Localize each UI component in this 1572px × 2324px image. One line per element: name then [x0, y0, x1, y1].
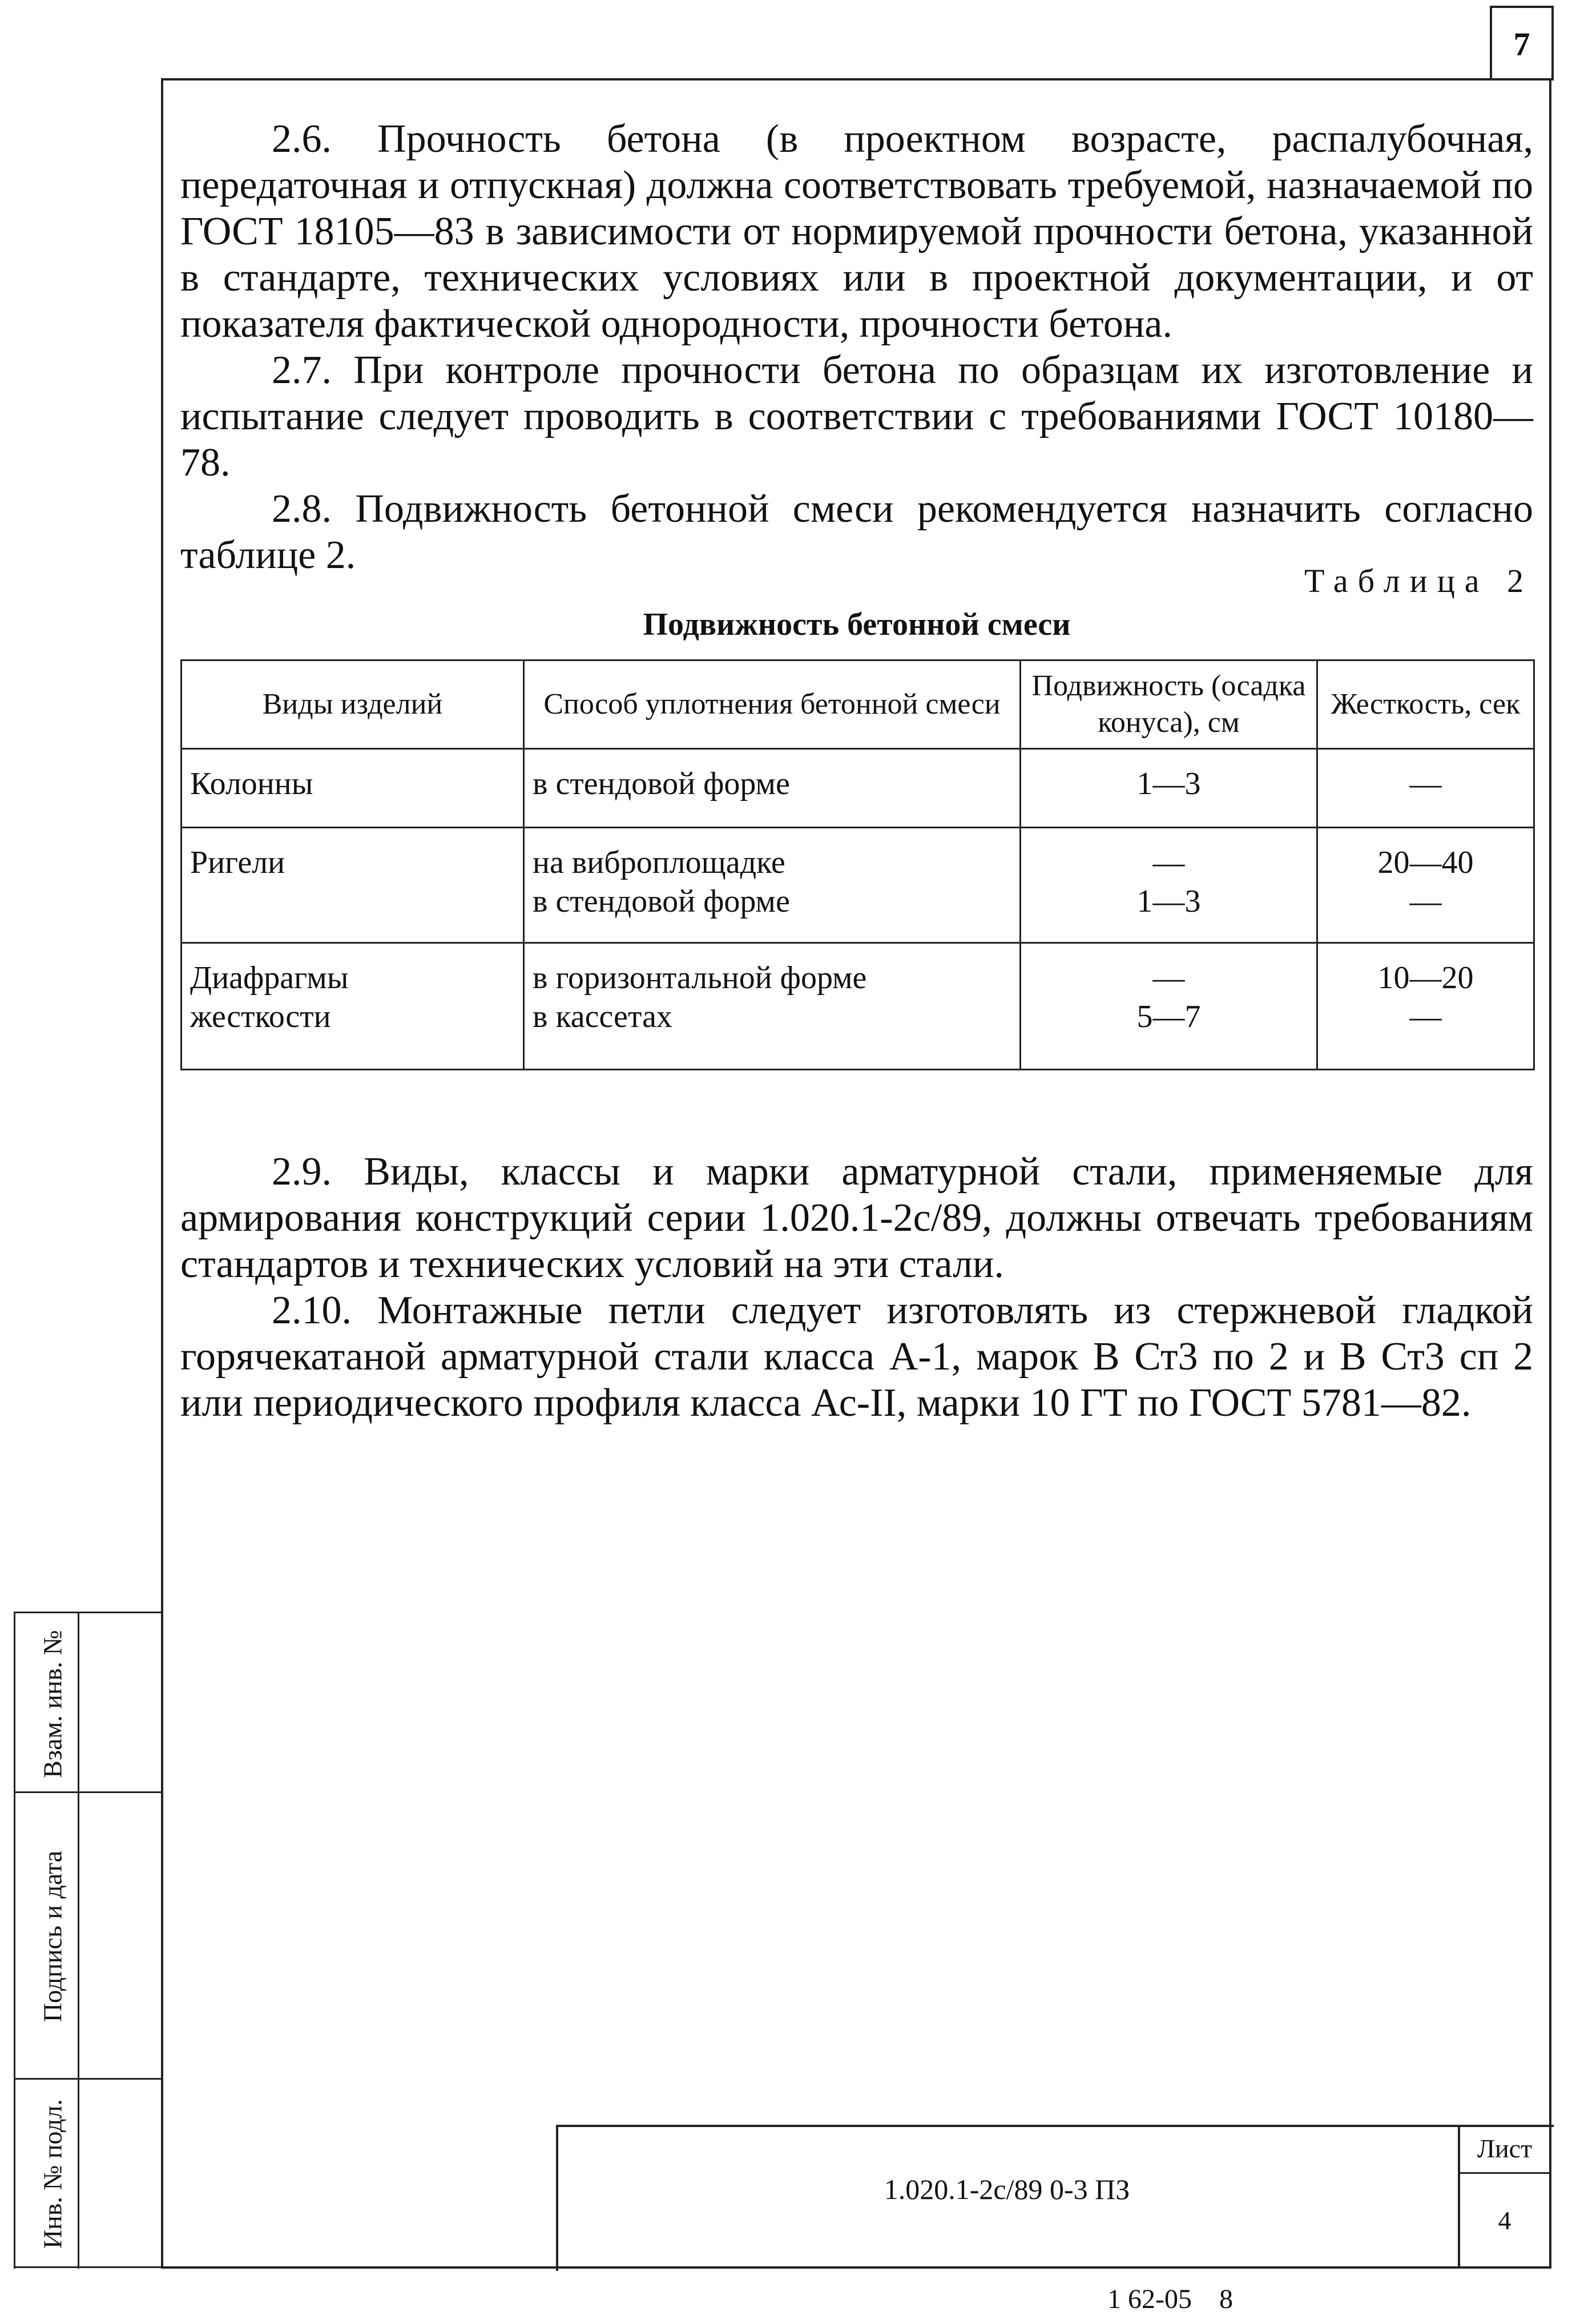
- label-replacement-inv-no: Взам. инв. №: [38, 1630, 67, 1778]
- label-original-inv-no: Инв. № подл.: [38, 2099, 67, 2249]
- table-header-row: [182, 660, 1534, 749]
- header-compaction-method: Способ уплотнения бетонной смеси: [524, 660, 1021, 749]
- side-stamp-line-1: [14, 1791, 161, 1793]
- cell-stiffness: 10—20 —: [1317, 943, 1534, 1070]
- table-title: Подвижность бетонной смеси: [643, 607, 1071, 642]
- page-number: 7: [1490, 6, 1554, 80]
- side-stamp-left-line: [14, 1612, 15, 2269]
- document-code: 1.020.1-2с/89 0-3 ПЗ: [884, 2173, 1130, 2205]
- table-row: [182, 749, 1534, 828]
- side-stamp-line-2: [14, 2078, 161, 2080]
- cell-method: в стендовой форме: [524, 749, 1021, 828]
- table-row: [182, 828, 1534, 943]
- header-product-type: Виды изделий: [182, 660, 524, 749]
- cell-mobility: 1—3: [1021, 749, 1317, 828]
- header-stiffness: Жесткость, сек: [1317, 660, 1534, 749]
- text-block-top: [180, 116, 1533, 578]
- paragraph-2-8: 2.8. Подвижность бетонной смеси рекомендуется назначить согласно таблице 2.: [180, 487, 1533, 577]
- header-mobility: Подвижность (осадка конуса), см: [1021, 660, 1317, 749]
- sheet-label: Лист: [1477, 2134, 1533, 2163]
- table-number-label: Таблица 2: [1304, 562, 1533, 599]
- side-stamp-divider: [78, 1612, 79, 2269]
- paragraph-2-6: 2.6. Прочность бетона (в проектном возрасте, распалубочная, передаточная и отпускная) должна соответствовать требуемой, назначаемой по ГОСТ 18105—83 в зависимости от нормируемой прочности бетона, указанной в стандарте, технических условиях или в проектной документации, и от показателя фактической однородности, прочности бетона.: [180, 117, 1533, 346]
- paragraph-2-7: 2.7. При контроле прочности бетона по образцам их изготовление и испытание следует проводить в соответствии с требованиями ГОСТ 10180—78.: [180, 348, 1533, 485]
- text-block-bottom: [180, 1149, 1533, 1426]
- table-row: [182, 943, 1534, 1070]
- mobility-table: [180, 659, 1535, 1070]
- label-signature-date: Подпись и дата: [38, 1850, 67, 2023]
- cell-method: в горизонтальной форме в кассетах: [524, 943, 1021, 1070]
- cell-product: Диафрагмы жесткости: [182, 943, 524, 1070]
- sheet-number: 4: [1498, 2205, 1511, 2235]
- cell-product: Ригели: [182, 828, 524, 943]
- frame-left-border: [161, 78, 163, 2269]
- footer-code: 1 62-05 8: [1107, 2284, 1233, 2314]
- paragraph-2-9: 2.9. Виды, классы и марки арматурной стали, применяемые для армирования конструкций серии 1.020.1-2с/89, должны отвечать требованиям стандартов и технических условий на эти стали.: [180, 1150, 1533, 1286]
- side-stamp-bottom-line: [14, 2266, 161, 2268]
- side-stamp-top-line: [14, 1612, 161, 1613]
- cell-mobility: — 5—7: [1021, 943, 1317, 1070]
- cell-mobility: — 1—3: [1021, 828, 1317, 943]
- side-stamp: [14, 1612, 161, 2269]
- cell-product: Колонны: [182, 749, 524, 828]
- frame-right-border: [1549, 78, 1551, 2269]
- frame-top-border: [161, 78, 1551, 80]
- cell-stiffness: 20—40 —: [1317, 828, 1534, 943]
- cell-method: на виброплощадке в стендовой форме: [524, 828, 1021, 943]
- paragraph-2-10: 2.10. Монтажные петли следует изготовлять из стержневой гладкой горячекатаной арматурной стали класса А-1, марок В Ст3 по 2 и В Ст3 сп 2 или периодического профиля класса Ас-II, марки 10 ГТ по ГОСТ 5781—82.: [180, 1288, 1533, 1425]
- cell-stiffness: —: [1317, 749, 1534, 828]
